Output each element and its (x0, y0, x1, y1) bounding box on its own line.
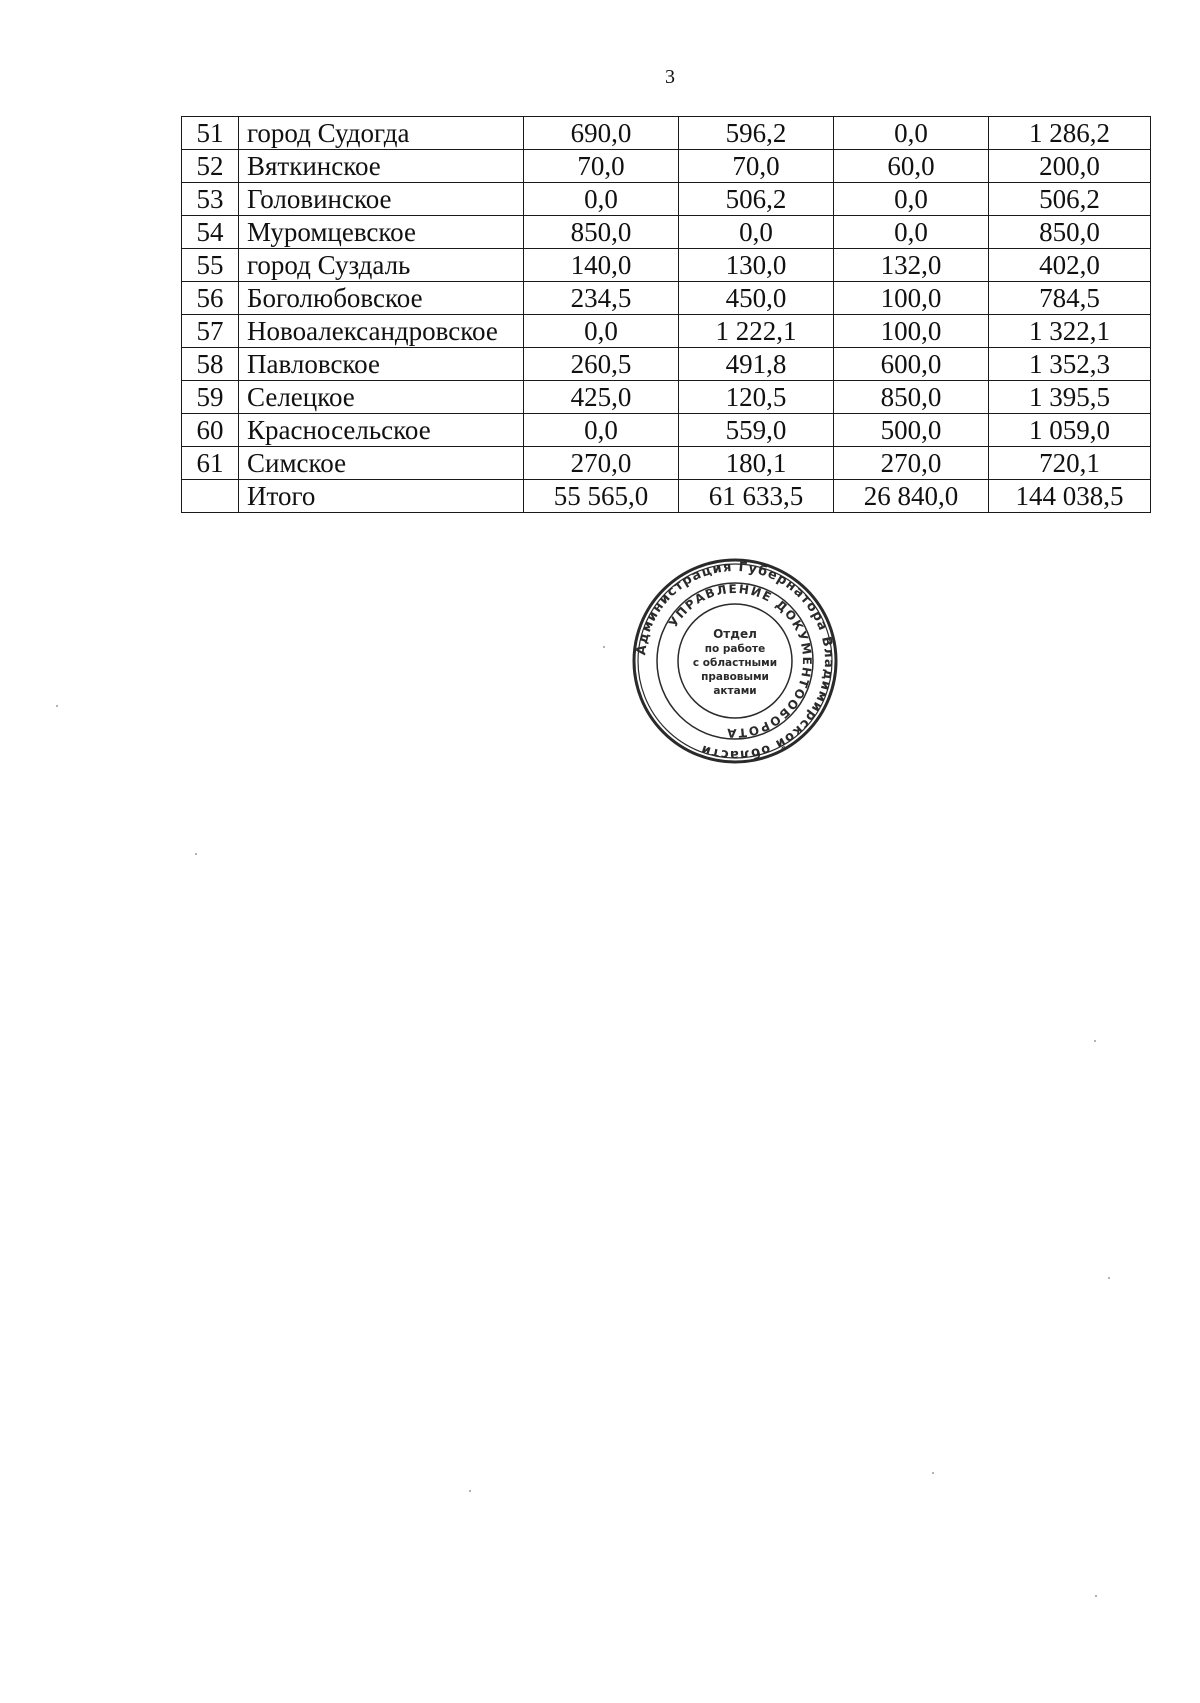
value-3: 0,0 (834, 216, 989, 249)
page-number: 3 (665, 66, 675, 88)
scan-speck (1108, 1277, 1110, 1279)
value-3: 0,0 (834, 183, 989, 216)
value-3: 0,0 (834, 117, 989, 150)
settlement-name: Боголюбовское (239, 282, 524, 315)
row-total: 1 059,0 (989, 414, 1151, 447)
row-total: 200,0 (989, 150, 1151, 183)
value-1: 0,0 (524, 414, 679, 447)
table-row (182, 183, 1151, 216)
table-row (182, 150, 1151, 183)
settlement-name: Симское (239, 447, 524, 480)
stamp-center-line: с областными (692, 657, 778, 669)
value-3: 850,0 (834, 381, 989, 414)
value-1: 425,0 (524, 381, 679, 414)
row-number: 61 (182, 447, 239, 480)
row-number: 59 (182, 381, 239, 414)
table-body (182, 117, 1151, 513)
table-row (182, 348, 1151, 381)
row-number: 52 (182, 150, 239, 183)
value-1: 234,5 (524, 282, 679, 315)
value-1: 850,0 (524, 216, 679, 249)
table-row (182, 216, 1151, 249)
settlement-name: Головинское (239, 183, 524, 216)
value-2: 180,1 (679, 447, 834, 480)
value-3: 600,0 (834, 348, 989, 381)
settlement-name: Павловское (239, 348, 524, 381)
value-3: 26 840,0 (834, 480, 989, 513)
scan-speck (1094, 1040, 1096, 1042)
value-3: 500,0 (834, 414, 989, 447)
settlement-name: город Суздаль (239, 249, 524, 282)
value-1: 140,0 (524, 249, 679, 282)
value-2: 450,0 (679, 282, 834, 315)
stamp-center-line: правовыми (701, 671, 769, 683)
row-total: 1 286,2 (989, 117, 1151, 150)
settlement-name: город Судогда (239, 117, 524, 150)
row-total: 720,1 (989, 447, 1151, 480)
settlement-name: Селецкое (239, 381, 524, 414)
table-row (182, 117, 1151, 150)
value-1: 0,0 (524, 315, 679, 348)
budget-table (181, 116, 1151, 513)
table-row (182, 315, 1151, 348)
settlement-name: Вяткинское (239, 150, 524, 183)
row-total: 144 038,5 (989, 480, 1151, 513)
value-2: 491,8 (679, 348, 834, 381)
row-number: 53 (182, 183, 239, 216)
row-number (182, 480, 239, 513)
official-stamp (630, 556, 840, 766)
value-2: 120,5 (679, 381, 834, 414)
value-1: 55 565,0 (524, 480, 679, 513)
row-total: 1 352,3 (989, 348, 1151, 381)
scan-speck (1095, 1595, 1097, 1597)
scan-speck (603, 646, 605, 648)
value-3: 100,0 (834, 282, 989, 315)
row-number: 54 (182, 216, 239, 249)
scan-speck (932, 1472, 934, 1474)
row-number: 57 (182, 315, 239, 348)
scan-speck (56, 705, 58, 707)
value-1: 260,5 (524, 348, 679, 381)
value-2: 559,0 (679, 414, 834, 447)
row-total: 402,0 (989, 249, 1151, 282)
value-2: 61 633,5 (679, 480, 834, 513)
stamp-inner-text: УПРАВЛЕНИЕ ДОКУМЕНТООБОРОТА (666, 581, 815, 741)
value-3: 132,0 (834, 249, 989, 282)
row-total: 506,2 (989, 183, 1151, 216)
value-2: 506,2 (679, 183, 834, 216)
value-1: 0,0 (524, 183, 679, 216)
value-1: 70,0 (524, 150, 679, 183)
row-number: 60 (182, 414, 239, 447)
value-2: 1 222,1 (679, 315, 834, 348)
stamp-center-line: актами (713, 685, 757, 697)
value-3: 270,0 (834, 447, 989, 480)
value-2: 130,0 (679, 249, 834, 282)
value-2: 70,0 (679, 150, 834, 183)
stamp-center-text (693, 627, 777, 697)
settlement-name: Итого (239, 480, 524, 513)
stamp-center-line: по работе (704, 643, 766, 655)
value-3: 60,0 (834, 150, 989, 183)
row-total: 1 395,5 (989, 381, 1151, 414)
value-2: 596,2 (679, 117, 834, 150)
row-number: 51 (182, 117, 239, 150)
scan-speck (469, 1490, 471, 1492)
table-row (182, 381, 1151, 414)
settlement-name: Красносельское (239, 414, 524, 447)
value-3: 100,0 (834, 315, 989, 348)
table-row (182, 447, 1151, 480)
stamp-outer-text: Администрация Губернатора Владимирской области (634, 559, 837, 763)
table-row (182, 414, 1151, 447)
row-number: 56 (182, 282, 239, 315)
row-total: 1 322,1 (989, 315, 1151, 348)
total-row (182, 480, 1151, 513)
scan-speck (195, 853, 197, 855)
value-1: 270,0 (524, 447, 679, 480)
table-row (182, 249, 1151, 282)
table-row (182, 282, 1151, 315)
settlement-name: Новоалександровское (239, 315, 524, 348)
value-2: 0,0 (679, 216, 834, 249)
row-number: 55 (182, 249, 239, 282)
row-total: 784,5 (989, 282, 1151, 315)
stamp-center-line: Отдел (713, 627, 757, 641)
row-number: 58 (182, 348, 239, 381)
row-total: 850,0 (989, 216, 1151, 249)
settlement-name: Муромцевское (239, 216, 524, 249)
value-1: 690,0 (524, 117, 679, 150)
